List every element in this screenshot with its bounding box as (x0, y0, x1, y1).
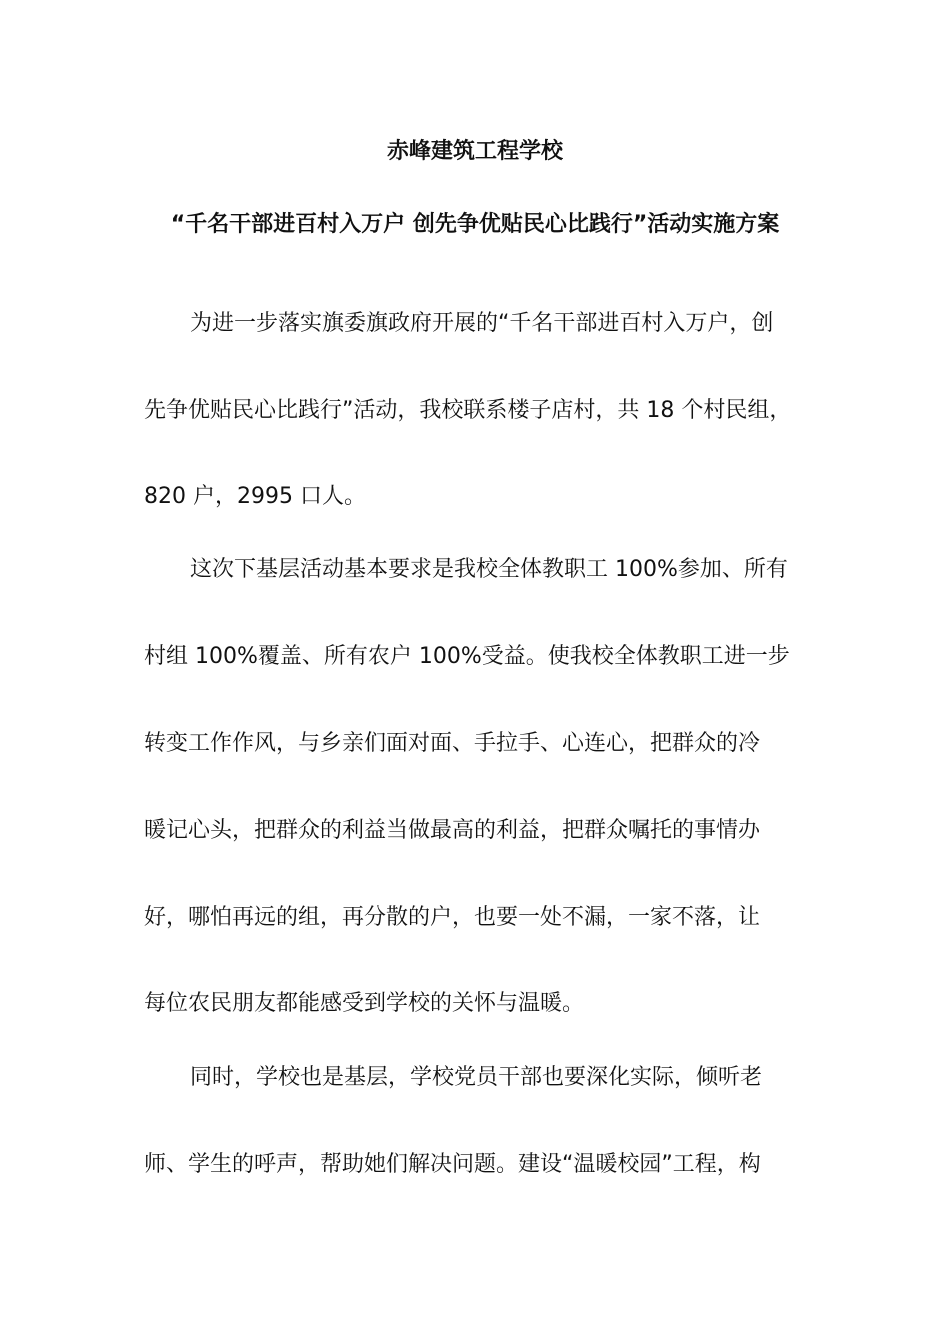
text-line: 先争优贴民心比践行”活动，我校联系楼子店村，共 18 个村民组， (144, 398, 792, 423)
text-line: 每位农民朋友都能感受到学校的关怀与温暖。 (144, 991, 585, 1016)
text-line: 师、学生的呼声，帮助她们解决问题。建设“温暖校园”工程，构 (144, 1152, 761, 1177)
text-line: 820 户，2995 口人。 (144, 484, 366, 509)
text-line: 这次下基层活动基本要求是我校全体教职工 100%参加、所有 (190, 557, 788, 582)
text-line: 村组 100%覆盖、所有农户 100%受益。使我校全体教职工进一步 (144, 644, 790, 669)
document-subtitle: “千名干部进百村入万户 创先争优贴民心比践行”活动实施方案 (170, 212, 780, 237)
text-line: 为进一步落实旗委旗政府开展的“千名干部进百村入万户，创 (190, 311, 774, 336)
text-line: 好，哪怕再远的组，再分散的户，也要一处不漏，一家不落，让 (144, 905, 761, 930)
text-line: 转变工作作风，与乡亲们面对面、手拉手、心连心，把群众的冷 (144, 731, 761, 756)
document-title: 赤峰建筑工程学校 (386, 139, 563, 164)
text-line: 暖记心头，把群众的利益当做最高的利益，把群众嘱托的事情办 (144, 818, 761, 843)
text-line: 同时，学校也是基层，学校党员干部也要深化实际，倾听老 (190, 1065, 763, 1090)
